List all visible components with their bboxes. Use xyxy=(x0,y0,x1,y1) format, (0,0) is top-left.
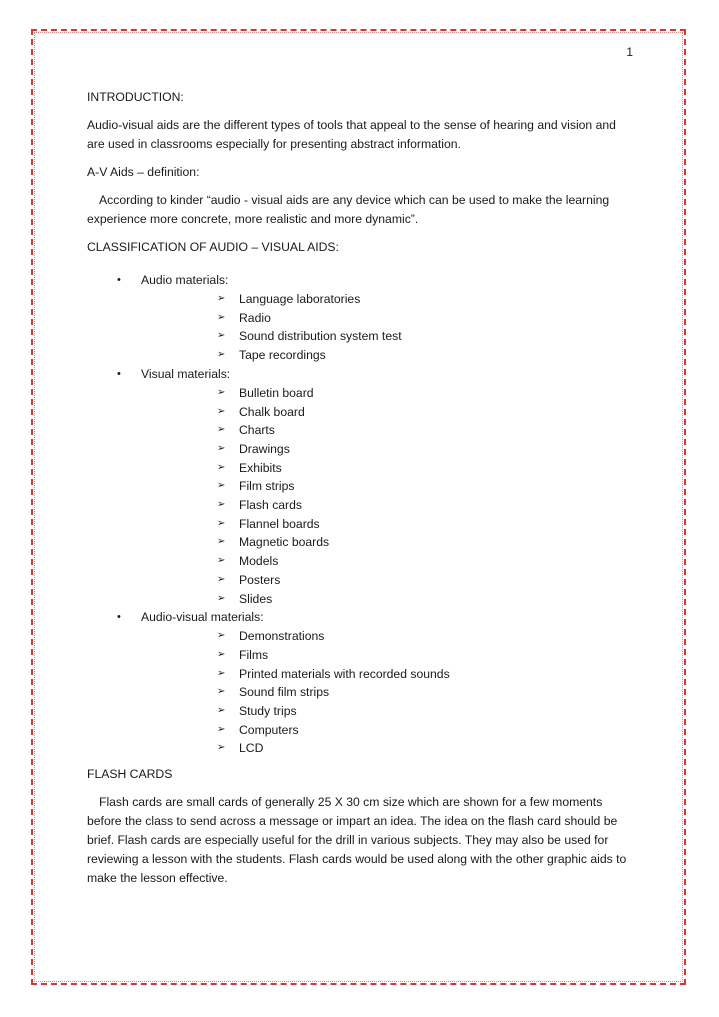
document-body xyxy=(87,88,632,897)
list-item: ➢ Printed materials with recorded sounds xyxy=(239,665,632,684)
arrow-bullet-icon: ➢ xyxy=(217,592,226,604)
arrow-bullet-icon: ➢ xyxy=(217,630,226,642)
arrow-bullet-icon: ➢ xyxy=(217,517,226,529)
page-number: 1 xyxy=(626,45,633,59)
arrow-bullet-icon: ➢ xyxy=(217,442,226,454)
list-item: ➢ Drawings xyxy=(239,440,632,459)
category-audio xyxy=(87,271,632,365)
category-label: Audio materials: xyxy=(141,273,229,287)
list-item: ➢ Sound film strips xyxy=(239,683,632,702)
intro-paragraph: Audio-visual aids are the different types of tools that appeal to the sense of hearing and vision and are used in classrooms especially for presenting abstract information. xyxy=(87,118,616,151)
arrow-bullet-icon: ➢ xyxy=(217,686,226,698)
list-item: ➢ Radio xyxy=(239,309,632,328)
sub-list xyxy=(141,290,632,365)
sub-list xyxy=(141,384,632,608)
list-item: ➢ Models xyxy=(239,552,632,571)
category-label: Visual materials: xyxy=(141,366,231,381)
list-item: ➢ Study trips xyxy=(239,702,632,721)
arrow-bullet-icon: ➢ xyxy=(217,723,226,735)
intro-heading: INTRODUCTION: xyxy=(87,90,184,104)
definition-heading: A-V Aids – definition: xyxy=(87,165,200,179)
arrow-bullet-icon: ➢ xyxy=(217,648,226,660)
arrow-bullet-icon: ➢ xyxy=(217,742,226,754)
arrow-bullet-icon: ➢ xyxy=(217,555,226,567)
category-visual xyxy=(87,365,632,608)
arrow-bullet-icon: ➢ xyxy=(217,405,226,417)
arrow-bullet-icon: ➢ xyxy=(217,536,226,548)
list-item: ➢ Slides xyxy=(239,590,632,609)
classification-heading: CLASSIFICATION OF AUDIO – VISUAL AIDS: xyxy=(87,240,339,254)
arrow-bullet-icon: ➢ xyxy=(217,293,226,304)
bullet-icon: • xyxy=(117,274,121,286)
bullet-icon: • xyxy=(117,611,121,624)
list-item: ➢ Sound distribution system test xyxy=(239,327,632,346)
list-item: ➢ Bulletin board xyxy=(239,384,632,403)
arrow-bullet-icon: ➢ xyxy=(217,573,226,585)
arrow-bullet-icon: ➢ xyxy=(217,705,226,717)
sub-list xyxy=(141,627,632,758)
list-item: ➢ Posters xyxy=(239,571,632,590)
list-item: ➢ Flannel boards xyxy=(239,515,632,534)
list-item: ➢ Tape recordings xyxy=(239,346,632,365)
arrow-bullet-icon: ➢ xyxy=(217,424,226,436)
arrow-bullet-icon: ➢ xyxy=(217,330,226,342)
category-label: Audio-visual materials: xyxy=(141,610,264,625)
list-item: ➢ Films xyxy=(239,646,632,665)
list-item: ➢ Film strips xyxy=(239,477,632,496)
list-item: ➢ Demonstrations xyxy=(239,627,632,646)
list-item: ➢ Chalk board xyxy=(239,403,632,422)
list-item: ➢ Language laboratories xyxy=(239,290,632,309)
list-item: ➢ Computers xyxy=(239,721,632,740)
arrow-bullet-icon: ➢ xyxy=(217,461,226,473)
arrow-bullet-icon: ➢ xyxy=(217,386,226,398)
list-item: ➢ Charts xyxy=(239,421,632,440)
definition-paragraph: According to kinder “audio - visual aids are any device which can be used to make the learning experience more concrete, more realistic and more dynamic”. xyxy=(87,193,610,226)
arrow-bullet-icon: ➢ xyxy=(217,349,226,361)
arrow-bullet-icon: ➢ xyxy=(217,499,226,511)
arrow-bullet-icon: ➢ xyxy=(217,480,226,492)
arrow-bullet-icon: ➢ xyxy=(217,667,226,679)
list-item: ➢ LCD xyxy=(239,739,632,758)
bullet-icon: • xyxy=(117,367,121,380)
classification-list xyxy=(87,271,632,758)
flash-cards-heading: FLASH CARDS xyxy=(87,767,173,782)
flash-cards-paragraph: Flash cards are small cards of generally 25 X 30 cm size which are shown for a few moments before the class to send across a message or impart an idea. The idea on the flash card should be brief. Flash cards are especially useful for the drill in various subjects. They may also be used for reviewing a lesson with the students. Flash cards would be used along with the other graphic aids to make the lesson effective. xyxy=(87,795,627,886)
list-item: ➢ Magnetic boards xyxy=(239,533,632,552)
category-audio-visual xyxy=(87,608,632,758)
list-item: ➢ Flash cards xyxy=(239,496,632,515)
arrow-bullet-icon: ➢ xyxy=(217,311,226,323)
list-item: ➢ Exhibits xyxy=(239,459,632,478)
